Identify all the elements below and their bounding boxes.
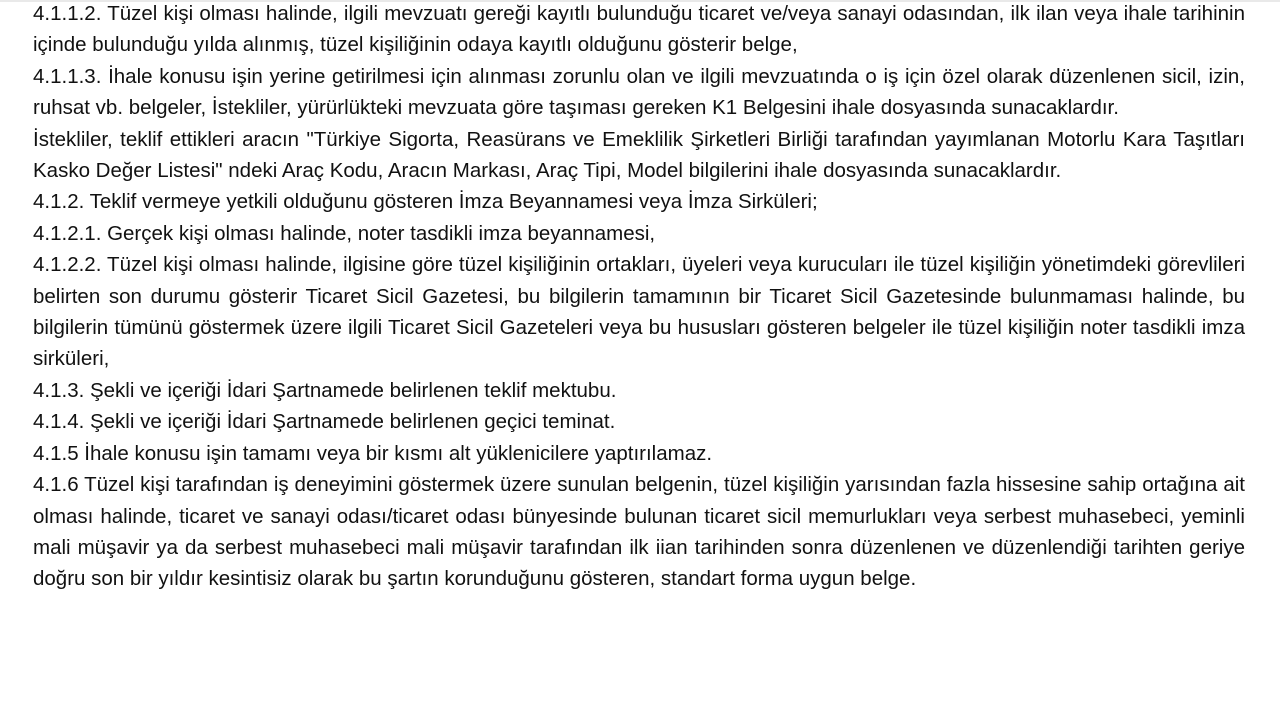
clause-4-1-3: 4.1.3. Şekli ve içeriği İdari Şartnamede belirlenen teklif mektubu. [33, 378, 617, 402]
clause-4-1-2-1: 4.1.2.1. Gerçek kişi olması halinde, noter tasdikli imza beyannamesi, [33, 221, 656, 245]
clause-4-1-5: 4.1.5 İhale konusu işin tamamı veya bir kısmı alt yüklenicilere yaptırılamaz. [33, 441, 713, 465]
clause-4-1-2-2: 4.1.2.2. Tüzel kişi olması halinde, ilgisine göre tüzel kişiliğinin ortakları, üyeleri veya kurucuları ile tüzel kişiliğin yönetimdeki görevlileri belirten son durumu gösterir Ticaret Sicil Gazetesi, bu bilgilerin tamamının bir Ticaret Sicil Gazetesinde bulunmaması halinde, bu bilgilerin tümünü göstermek üzere ilgili Ticaret Sicil Gazeteleri veya bu hususları gösteren belgeler ile tüzel kişiliğin noter tasdikli imza sirküleri, [33, 253, 1245, 371]
clause-4-1-2: 4.1.2. Teklif vermeye yetkili olduğunu gösteren İmza Beyannamesi veya İmza Sirküleri; [33, 190, 818, 214]
document-body [33, 0, 1245, 595]
clause-4-1-1-3: 4.1.1.3. İhale konusu işin yerine getirilmesi için alınması zorunlu olan ve ilgili mevzuatında o iş için özel olarak düzenlenen sicil, izin, ruhsat vb. belgeler, İstekliler, yürürlükteki mevzuata göre taşıması gereken K1 Belgesini ihale dosyasında sunacaklardır. [33, 64, 1245, 120]
clause-4-1-1-2: 4.1.1.2. Tüzel kişi olması halinde, ilgili mevzuatı gereği kayıtlı bulunduğu ticaret ve/veya sanayi odasından, ilk ilan veya ihale tarihinin içinde bulunduğu yılda alınmış, tüzel kişiliğinin odaya kayıtlı olduğunu gösterir belge, [33, 2, 1245, 57]
bidder-vehicle-info-paragraph: İstekliler, teklif ettikleri aracın "Türkiye Sigorta, Reasürans ve Emeklilik Şirketleri Birliği tarafından yayımlanan Motorlu Kara Taşıtları Kasko Değer Listesi" ndeki Araç Kodu, Aracın Markası, Araç Tipi, Model bilgilerini ihale dosyasında sunacaklardır. [33, 127, 1245, 183]
clause-4-1-6: 4.1.6 Tüzel kişi tarafından iş deneyimini göstermek üzere sunulan belgenin, tüzel kişiliğin yarısından fazla hissesine sahip ortağına ait olması halinde, ticaret ve sanayi odası/ticaret odası bünyesinde bulunan ticaret sicil memurlukları veya serbest muhasebeci, yeminli mali müşavir ya da serbest muhasebeci mali müşavir tarafından ilk iian tarihinden sonra düzenlenen ve düzenlendiği tarihten geriye doğru son bir yıldır kesintisiz olarak bu şartın korunduğunu gösteren, standart forma uygun belge. [33, 473, 1245, 591]
clause-4-1-4: 4.1.4. Şekli ve içeriği İdari Şartnamede belirlenen geçici teminat. [33, 410, 616, 434]
